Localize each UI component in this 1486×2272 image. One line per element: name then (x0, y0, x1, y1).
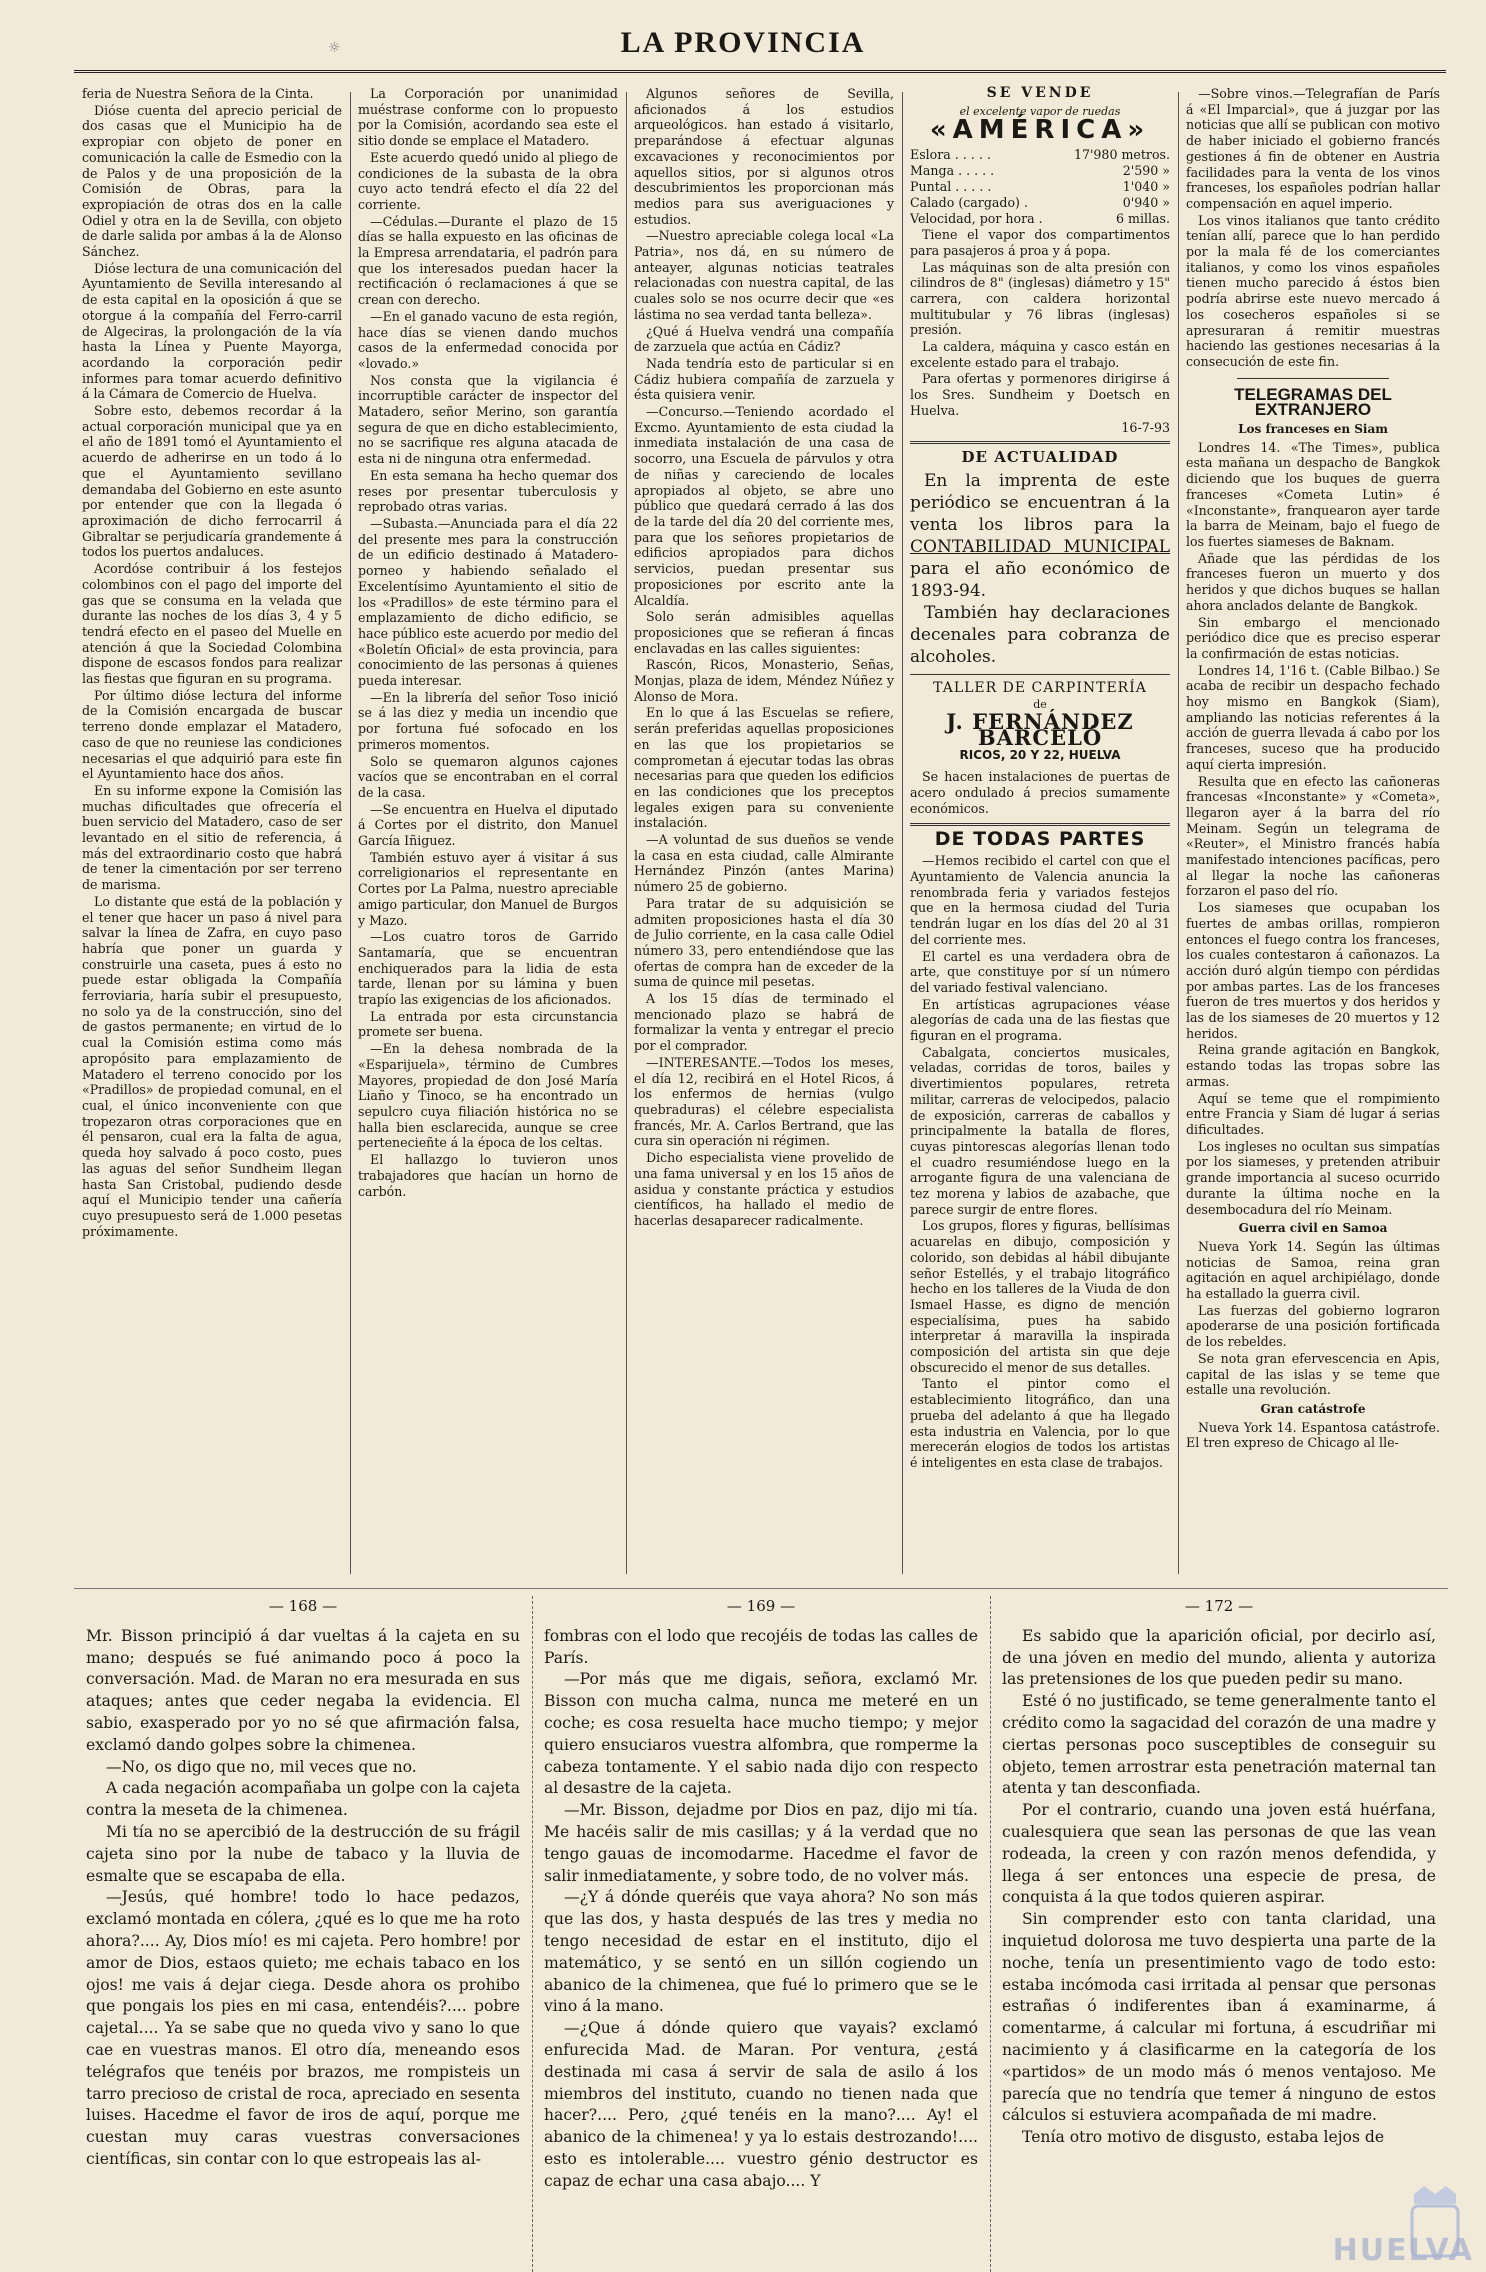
paragraph: —A voluntad de sus dueños se vende la casa en esta ciudad, calle Almirante Hernández Pinzón (antes Marina) número 25 de gobierno. (634, 832, 894, 895)
folletin-text (86, 1626, 520, 2171)
paragraph: En esta semana ha hecho quemar dos reses por presentar tuberculosis y reprobado otras varias. (358, 467, 618, 515)
page-number: — 169 — (726, 1597, 796, 1615)
subheading-catastrofe: Gran catástrofe (1260, 1401, 1366, 1416)
spec-row (910, 179, 1170, 195)
actualidad-text-b: para el año económico de 1893-94. (910, 558, 1170, 601)
paragraph: Londres 14. «The Times», publica esta mañana un despacho de Bangkok diciendo que los buques de guerra franceses «Cometa Lutin» é «Inconstante», franquearon ayer tarde la barra de Meinam, bajo el fuego de los fuertes siameses de Baknam. (1186, 439, 1440, 549)
sobre-vinos-text: —Sobre vinos.—Telegrafían de París á «El Imparcial», que á juzgar por las noticias que allí se publican con motivo de haber iniciado el gobierno francés gestiones á fin de obtener en Austria facilidades para la venta de los vinos franceses, los españoles podrían hallar compensación en aquel imperio. (1186, 86, 1440, 211)
spec-row (910, 147, 1170, 163)
paragraph: —Se encuentra en Huelva el diputado á Cortes por el distrito, don Manuel García Iñiguez. (358, 801, 618, 849)
paragraph: —Hemos recibido el cartel con que el Ayuntamiento de Valencia anuncia la renombrada feria y variados festejos que en la hermosa ciudad del Turia tendrán lugar en los días del 20 al 31 del corriente mes. (910, 853, 1170, 947)
spec-label: Puntal . . . . . (910, 179, 992, 195)
spec-value: 17'980 metros. (1073, 147, 1170, 163)
divider (910, 441, 1170, 444)
paragraph: Aquí se teme que el rompimiento entre Francia y Siam dé lugar á serias dificultades. (1186, 1090, 1440, 1137)
de-todas-partes-heading: DE TODAS PARTES (934, 827, 1146, 850)
paragraph: —Subasta.—Anunciada para el día 22 del presente mes para la construcción de un edificio destinado á Matadero-porneo y habiendo señalado el Excelentísimo Ayuntamiento el sitio de los «Pradillos» de este término para el emplazamiento de dicho edificio, se hace público este acuerdo por medio del «Boletín Oficial» de esta provincia, para conocimiento de las personas á quienes pueda interesar. (358, 515, 618, 689)
divider (1237, 378, 1389, 379)
folletin-section (74, 1596, 1448, 2272)
paragraph: —¿Y á dónde queréis que vaya ahora? No son más que las dos, y hasta después de las tres y media no tengo necesidad de estar en el instituto, dijo el matemático, y se sentó en un sillón cogiendo un abanico de la chimenea, que fué lo primero que se le vino á la mano. (544, 1888, 978, 2016)
spec-value: 2'590 » (1122, 163, 1170, 179)
paragraph: Para tratar de su adquisición se admiten proposiciones hasta el día 30 de Julio corriente, en la casa calle Odiel número 33, pero entendiéndose que las ofertas de compra han de exceder de la suma de quince mil pesetas. (634, 895, 894, 990)
paragraph: —Mr. Bisson, dejadme por Dios en paz, dijo mi tía. Me hacéis salir de mis casillas; y á la verdad que no tengo gauas de incomodarme. Hacedme el favor de salir inmediatamente, y sobre todo, de no volver más. (544, 1801, 978, 1885)
paragraph: En artísticas agrupaciones véase alegorías de cada una de las fiestas que figuran en el programa. (910, 996, 1170, 1044)
paragraph: Cabalgata, conciertos musicales, veladas, corridas de toros, bailes y divertimientos populares, retreta militar, carreras de velocipedos, palacio de exposición, carreras de caballos y principalmente la batalla de flores, cuyas pintorescas alegorías llenan todo el cuadro resumiéndose luego en la arrogante figura de una valenciana de tez morena y labios de azabache, que parece surgir de entre flores. (910, 1044, 1170, 1217)
paragraph: El hallazgo lo tuvieron unos trabajadores que hacían un horno de carbón. (358, 1152, 618, 1199)
siam-news (1186, 440, 1440, 1217)
paragraph: —Cédulas.—Durante el plazo de 15 días se halla expuesto en las oficinas de la Empresa arrendataria, el padrón para que los interesados puedan hacer la rectificación ó reclamaciones á que se crean con derecho. (358, 213, 618, 308)
page-number: — 172 — (1184, 1597, 1254, 1615)
paragraph: Rascón, Ricos, Monasterio, Señas, Monjas, plaza de idem, Méndez Núñez y Alonso de Mora. (634, 657, 894, 704)
paragraph: A los 15 días de terminado el mencionado plazo se habrá de formalizar la venta y entregar el precio por el comprador. (634, 991, 894, 1054)
se-vende-heading: SE VENDE (986, 86, 1094, 101)
paragraph: Los grupos, flores y figuras, bellísimas acuarelas en dibujo, composición y colorido, son debidas al hábil dibujante señor Estellés, y el trabajo litográfico hecho en los talleres de la Viuda de don Ismael Hasse, es digno de mención especialísima, pues ha sabido interpretar á maravilla la inspirada composición del artista sin que deje obscurecido el menor de sus detalles. (910, 1218, 1170, 1375)
paragraph: Nueva York 14. Según las últimas noticias de Samoa, reina gran agitación en aquel archipiélago, donde ha estallado la guerra civil. (1186, 1238, 1440, 1302)
taller-ad (910, 681, 1170, 764)
taller-line-1: TALLER DE CARPINTERÍA (933, 679, 1147, 696)
paragraph: Esté ó no justificado, se teme generalmente tanto el crédito como la sagacidad del corazón de una madre y ciertas personas poco susceptibles de conseguir su objeto, temen arrostrar esta penetración maternal tan atenta y tan desconfiada. (1002, 1692, 1436, 1798)
subheading-siam: Los franceses en Siam (1238, 422, 1388, 437)
column-1 (74, 86, 350, 1576)
paragraph: Los ingleses no ocultan sus simpatías por los siameses, y pretenden atribuir grande importancia al suceso ocurrido durante la última noche en la desembocadura del río Meinam. (1186, 1138, 1440, 1217)
divider (910, 674, 1170, 675)
actualidad-text-underlined: CONTABILIDAD MUNICIPAL (910, 536, 1170, 557)
paragraph: También estuvo ayer á visitar á sus correligionarios el representante en Cortes por La Palma, nuestro apreciable amigo particular, don Manuel de Burgos y Mazo. (358, 849, 618, 928)
paragraph: ¿Qué á Huelva vendrá una compañía de zarzuela que actúa en Cádiz? (634, 323, 894, 355)
spec-value: 6 millas. (1115, 211, 1170, 227)
spec-value: 1'040 » (1122, 179, 1170, 195)
sobre-vinos-text-2: Los vinos italianos que tanto crédito tenían allí, parece que lo han perdido por la mala fé de los comerciantes italianos, y como los vinos españoles tienen mucho parecido á éstos bien podría abrirse este nuevo mercado á los cosecheros españoles si se apresuraran á remitir muestras haciendo las gestiones necesarias á la consecución de este fin. (1186, 212, 1440, 369)
paragraph: Por el contrario, cuando una joven está huérfana, cualesquiera que sean las personas de que las vean rodeada, la creen y con razón menos defendida, y llega á ser entonces una especie de presa, de conquista á la que todos quieren aspirar. (1002, 1801, 1436, 1907)
paragraph: Nos consta que la vigilancia é incorruptible carácter de inspector del Matadero, señor Merino, son garantía segura de que en dicho establecimiento, no se sacrifique res alguna atacada de esta ni de ninguna otra enfermedad. (358, 372, 618, 467)
ship-specs (910, 147, 1170, 227)
paragraph: —En el ganado vacuno de esta región, hace días se vienen dando muchos casos de la enfermedad conocida por «lovado.» (358, 308, 618, 371)
paragraph: Solo serán admisibles aquellas proposiciones que se refieran á fincas enclavadas en las calles siguientes: (634, 609, 894, 656)
page-number: — 168 — (268, 1597, 338, 1615)
folletin-page-169 (532, 1596, 990, 2272)
paragraph: En lo que á las Escuelas se refiere, serán preferidas aquellas proposiciones en las que los propietarios se comprometan á ejecutar todas las obras necesarias para que queden los edificios en las condiciones que los preceptos legales exigen para su conveniente instalación. (634, 705, 894, 831)
news-columns (74, 86, 1448, 1576)
paragraph: —INTERESANTE.—Todos los meses, el día 12, recibirá en el Hotel Ricos, á los enfermos de hernias (vulgo quebraduras) el célebre especialista francés, Mr. A. Carlos Bertrand, que las cura sin operación ni régimen. (634, 1054, 894, 1149)
column-3 (626, 86, 902, 1576)
paragraph: Tanto el pintor como el establecimiento litográfico, dan una prueba del adelanto á que ha llegado esta industria en Valencia, por lo que merecerán elogios de todos los artistas é inteligentes en esta clase de trabajos. (910, 1376, 1170, 1470)
paragraph: Es sabido que la aparición oficial, por decirlo así, de una jóven en medio del mundo, alienta y autoriza las pretensiones de los que pueden pedir su mano. (1002, 1626, 1436, 1689)
paragraph: Reina grande agitación en Bangkok, estando todas las tropas sobre las armas. (1186, 1042, 1440, 1089)
paragraph: —Los cuatro toros de Garrido Santamaría, que se encuentran enchiquerados para la lidia de esta tarde, llenan por su lámina y buen trapío las exigencias de los aficionados. (358, 929, 618, 1008)
actualidad-notice (910, 470, 1170, 668)
actualidad-heading: DE ACTUALIDAD (961, 448, 1119, 467)
spec-value: 0'940 » (1122, 195, 1170, 211)
ship-ad-date: 16-7-93 (1121, 419, 1170, 435)
column-4 (902, 86, 1178, 1576)
paragraph: Sin embargo el mencionado periódico dice que es preciso esperar la confirmación de estas noticias. (1186, 614, 1440, 661)
paragraph: Se nota gran efervescencia en Apis, capital de las islas y se teme que estalle una revolución. (1186, 1350, 1440, 1398)
paragraph: Resulta que en efecto las cañoneras francesas «Inconstante» y «Cometa», llegaron ayer á la barra del río Meinam. Según un telegrama de «Reuter», el Ministro francés había manifestado intenciones pacíficas, pero al llegar la noche las cañoneras forzaron el paso del río. (1186, 773, 1440, 899)
paragraph: —Jesús, qué hombre! todo lo hace pedazos, exclamó montada en cólera, ¿qué es lo que me ha roto ahora?.... Ay, Dios mío! es mi cajeta. Pero hombre! por amor de Dios, estaos quieto; me echais tabaco en los ojos! me vais á dejar ciega. Desde ahora os prohibo que pongais los pies en mi casa, entendéis?.... pobre cajetal.... Ya se sabe que no queda vivo y sano lo que cae en vuestras manos. El otro día, meneando esos telégrafos que tenéis por brazos, me rompisteis un tarro precioso de cristal de roca, apreciado en sesenta luises. Hacedme el favor de iros de aquí, porque me cuestan muy caras vuestras conversaciones científicas, sin contar con lo que estropeais las al- (86, 1888, 520, 2168)
paragraph: Dicho especialista viene provelido de una fama universal y en los 15 años de asidua y constante práctica y estudios científicos, ha hallado el medio de hacerlas desaparecer radicalmente. (634, 1150, 894, 1228)
paragraph: —En la dehesa nombrada de la «Esparijuela», término de Cumbres Mayores, propiedad de don José María Liaño y Tinoco, se ha encontrado un sepulcro cuya filiación histórica no se halla bien esclarecida, aunque se cree pertenecieñte á la época de los celtas. (358, 1041, 618, 1151)
ship-name: «AMÉRICA» (929, 115, 1151, 146)
spec-label: Calado (cargado) . (910, 195, 1028, 211)
paragraph: La caldera, máquina y casco están en excelente estado para el trabajo. (910, 339, 1170, 370)
newspaper-title: LA PROVINCIA (620, 26, 866, 59)
de-todas-partes-body (910, 853, 1170, 1470)
telegramas-heading: TELEGRAMAS DEL EXTRANJERO (1234, 384, 1392, 420)
taller-line-4: RICOS, 20 Y 22, HUELVA (959, 747, 1121, 762)
actualidad-text-2: También hay declaraciones decenales para cobranza de alcoholes. (910, 602, 1170, 667)
paragraph: —Nuestro apreciable colega local «La Patria», nos dá, en su número de anteayer, algunas noticias teatrales relacionadas con nuestra capital, de las cuales solo se nos ocurre decir que «es lástima no sea verdad tanta belleza». (634, 228, 894, 322)
paragraph: Mi tía no se apercibió de la destrucción de su frágil cajeta sino por la nube de tabaco y la lluvia de esmalte que se escapaba de ella. (86, 1822, 520, 1885)
ship-description (910, 227, 1170, 418)
taller-line-3: J. FERNÁNDEZ BARCELÓ (946, 709, 1134, 751)
paragraph: fombras con el lodo que recojéis de todas las calles de París. (544, 1626, 978, 1667)
paragraph: Para ofertas y pormenores dirigirse á los Sres. Sundheim y Doetsch en Huelva. (910, 371, 1170, 418)
taller-line-2: de (1033, 697, 1047, 711)
paragraph: feria de Nuestra Señora de la Cinta. (82, 86, 314, 101)
paragraph: Por último dióse lectura del informe de la Comisión encargada de buscar terreno donde emplazar el Matadero, caso de que no reuniese las condiciones necesarias el que adquirió para este fin el Ayuntamiento hace dos años. (82, 687, 342, 782)
paragraph: Los siameses que ocupaban los fuertes de ambas orillas, rompieron entonces el fuego contra los franceses, los cuales contestaron á cañonazos. La acción duró algún tiempo con pérdidas por ambas partes. Las de los franceses fueron de tres muertos y dos heridos y las de los siameses de 20 muertos y 12 heridos. (1186, 900, 1440, 1041)
paragraph: Nada tendría esto de particular si en Cádiz hubiera compañía de zarzuela y ésta quisiera venir. (634, 355, 894, 403)
paragraph: —Por más que me digais, señora, exclamó Mr. Bisson con mucha calma, nunca me meteré en un coche; es cosa resuelta hace mucho tiempo; y mejor quiero ensuciaros vuestra alfombra, que romperme la cabeza tontamente. Y el sabio nada dijo con respecto al desastre de la cajeta. (544, 1670, 978, 1798)
paragraph: —¿Que á dónde quiero que vayais? exclamó enfurecida Mad. de Maran. Por ventura, ¿está destinada mi casa á servir de sala de asilo á los miembros del instituto, cuando no tienen nada que hacer?.... Pero, ¿qué tenéis en la mano?.... Ay! el abanico de la chimenea! y ya lo estais destrozando!.... esto es intolerable.... vuestro génio destructor es capaz de echar una casa abajo.... Y (544, 2019, 978, 2190)
divider (910, 823, 1170, 826)
paragraph: La Corporación por unanimidad muéstrase conforme con lo propuesto por la Comisión, acordando sea este el sitio donde se emplace el Matadero. (358, 86, 618, 149)
subheading-samoa: Guerra civil en Samoa (1238, 1221, 1388, 1236)
samoa-news (1186, 1239, 1440, 1398)
folletin-page-168 (74, 1596, 532, 2272)
folletin-page-172 (990, 1596, 1448, 2272)
paragraph: A cada negación acompañaba un golpe con la cajeta contra la meseta de la chimenea. (86, 1779, 520, 1820)
paragraph: Algunos señores de Sevilla, aficionados á los estudios arqueológicos. han estado á visitarlo, preparándose á efectuar algunas excavaciones y reconocimientos por aquellos sitios, por si algunos otros descubrimientos les proporcionan más medios para sus averiguaciones y estudios. (634, 86, 894, 227)
actualidad-text-a: En la imprenta de este periódico se encuentran á la venta los libros para la (910, 470, 1170, 535)
paragraph: Lo distante que está de la población y el tener que hacer un paso á nivel para salvar la línea de Zafra, en cuyo paso habría que poner un guarda y construirle una caseta, pues á esto no puede estar obligada la Compañía ferroviaria, haría subir el presupuesto, no solo ya de la construcción, sino del de gastos permanente; en virtud de lo cual la Comisión estima como más apropósito para emplazamiento de Matadero el terreno conocido por los «Pradillos» de propiedad comunal, en el cual, el único inconveniente con que tropezaron otras corporaciones que en él pensaron, cual era la falta de agua, queda hoy salvado á poco costo, pues las aguas del señor Sundheim llegan hasta San Cristobal, pudiendo desde aquí el Municipio tender una cañería cuyo presupuesto será de 1.000 pesetas próximamente. (82, 893, 342, 1239)
taller-text: Se hacen instalaciones de puertas de acero ondulado á precios sumamente económicos. (910, 769, 1170, 816)
ornament-mark: ☼ (328, 40, 341, 56)
paragraph: El cartel es una verdadera obra de arte, que constituye por sí un número del variado festival valenciano. (910, 948, 1170, 995)
spec-label: Manga . . . . . (910, 163, 995, 179)
folletin-text (544, 1626, 978, 2193)
folletin-separator (74, 1588, 1448, 1589)
paragraph: Las máquinas son de alta presión con cilindros de 8" (inglesas) diámetro y 15" carrera, con caldera horizontal multitubular y 76 libras (inglesas) presión. (910, 259, 1170, 338)
masthead-rule (74, 70, 1446, 73)
paragraph: Solo se quemaron algunos cajones vacíos que se encontraban en el corral de la casa. (358, 753, 618, 800)
paragraph: Dióse lectura de una comunicación del Ayuntamiento de Sevilla interesando al de esta capital en la oposición á que se otorgue á la compañía del Ferro-carril de Algeciras, la prolongación de la vía hasta la Línea y Puente Mayorga, acordando la corporación pedir informes para tomar acuerdo definitivo á la Cámara de Comercio de Huelva. (82, 260, 342, 402)
column-2 (350, 86, 626, 1576)
catastrofe-text: Nueva York 14. Espantosa catástrofe. El tren expreso de Chicago al lle- (1186, 1419, 1440, 1451)
paragraph: Mr. Bisson principió á dar vueltas á la cajeta en su mano; después se fué animando poco á poco la conversación. Mad. de Maran no era mesurada en sus ataques; antes que ceder negaba la evidencia. El sabio, exasperado por yo no sé que afirmación falsa, exclamó dando golpes sobre la chimenea. (86, 1626, 520, 1754)
masthead (0, 0, 1486, 78)
paragraph: Sobre esto, debemos recordar á la actual corporación municipal que ya en el año de 1891 tomó el Ayuntamiento el acuerdo de adherirse en un todo á lo que el Ayuntamiento sevillano demandaba del Gobierno en este asunto por entender que con la llegada ó aproximación de dicho ferrocarril á Gibraltar se perjudicaría grandemente á todos los puertos andaluces. (82, 403, 342, 560)
archive-stamp-text: HUELVA (1332, 2233, 1474, 2268)
paragraph: Este acuerdo quedó unido al pliego de condiciones de la subasta de la obra cuyo acto tendrá efecto el día 22 del corriente. (358, 149, 618, 212)
paragraph: —En la librería del señor Toso inició se á las diez y media un incendio que por fortuna fué sofocado en los primeros momentos. (358, 689, 618, 752)
paragraph: Las fuerzas del gobierno lograron apoderarse de una posición fortificada de los rebeldes. (1186, 1302, 1440, 1350)
paragraph: —Concurso.—Teniendo acordado el Excmo. Ayuntamiento de esta ciudad la inmediata instalación de una casa de socorro, una Escuela de párvulos y otra de niñas y careciendo de locales apropiados al objeto, se abre uno público que quedará cerrado á las dos de la tarde del día 20 del corriente mes, para que los señores propietarios de edificios apropiados para dichos servicios, puedan presentar sus proposiciones por escrito ante la Alcaldía. (634, 404, 894, 608)
paragraph: En su informe expone la Comisión las muchas dificultades que ofrecería el buen servicio del Matadero, caso de ser levantado en el sitio de referencia, á más del extraordinario costo que habrá de tener la cimentación por ser terreno de marisma. (82, 782, 342, 893)
folletin-text (1002, 1626, 1436, 2149)
paragraph: Acordóse contribuir á los festejos colombinos con el pago del importe del gas que se consuma en la velada que durante las noches de los días 3, 4 y 5 tendrá efecto en el paseo del Muelle en atención á que la Sociedad Colombina dispone de escasos fondos para realizar las fiestas que figuran en su programa. (82, 561, 342, 687)
se-vende-subtitle: el excelente vapor de ruedas (959, 104, 1121, 118)
spec-row (910, 163, 1170, 179)
paragraph: Sin comprender esto con tanta claridad, una inquietud dolorosa me tuvo despierta una parte de la noche, tenía un presentimiento vago de todo esto: estaba incómoda casi irritada al pensar que personas estrañas ó indiferentes iban á examinarme, á comentarme, á calcular mi fortuna, á escudriñar mi nacimiento y á clasificarme en la categoría de los «partidos» de un modo más ó menos ventajoso. Me parecía que no tendría que temer á ninguno de estos cálculos si estuviera acompañada de mi madre. (1002, 1910, 1436, 2125)
spec-row (910, 211, 1170, 227)
column-5 (1178, 86, 1448, 1576)
paragraph: Añade que las pérdidas de los franceses fueron un muerto y dos heridos y que dichos buques se hallan ahora anclados delante de Bangkok. (1186, 550, 1440, 613)
spec-label: Eslora . . . . . (910, 147, 991, 163)
paragraph: Tiene el vapor dos compartimentos para pasajeros á proa y á popa. (910, 227, 1170, 258)
spec-label: Velocidad, por hora . (910, 211, 1043, 227)
paragraph: —No, os digo que no, mil veces que no. (106, 1757, 417, 1776)
paragraph: Londres 14, 1'16 t. (Cable Bilbao.) Se acaba de recibir un despacho fechado hoy mismo en Bangkok (Siam), ampliando las noticias referentes á la acción de guerra llevada á cabo por los franceses, suceso que ha producido aquí cierta impresión. (1186, 662, 1440, 772)
spec-row (910, 195, 1170, 211)
paragraph: Tenía otro motivo de disgusto, estaba lejos de (1022, 2128, 1385, 2147)
paragraph: La entrada por esta circunstancia promete ser buena. (358, 1008, 618, 1040)
paragraph: Dióse cuenta del aprecio pericial de dos casas que el Municipio ha de expropiar con objeto de poner en comunicación la calle de Esmedio con la de Palos y de una proposición de la Comisión de Obras, para la expropiación de otras dos en la calle Odiel y otra en la de Sevilla, con objeto de darle salida por ambas á la de Alonso Sánchez. (82, 102, 342, 260)
